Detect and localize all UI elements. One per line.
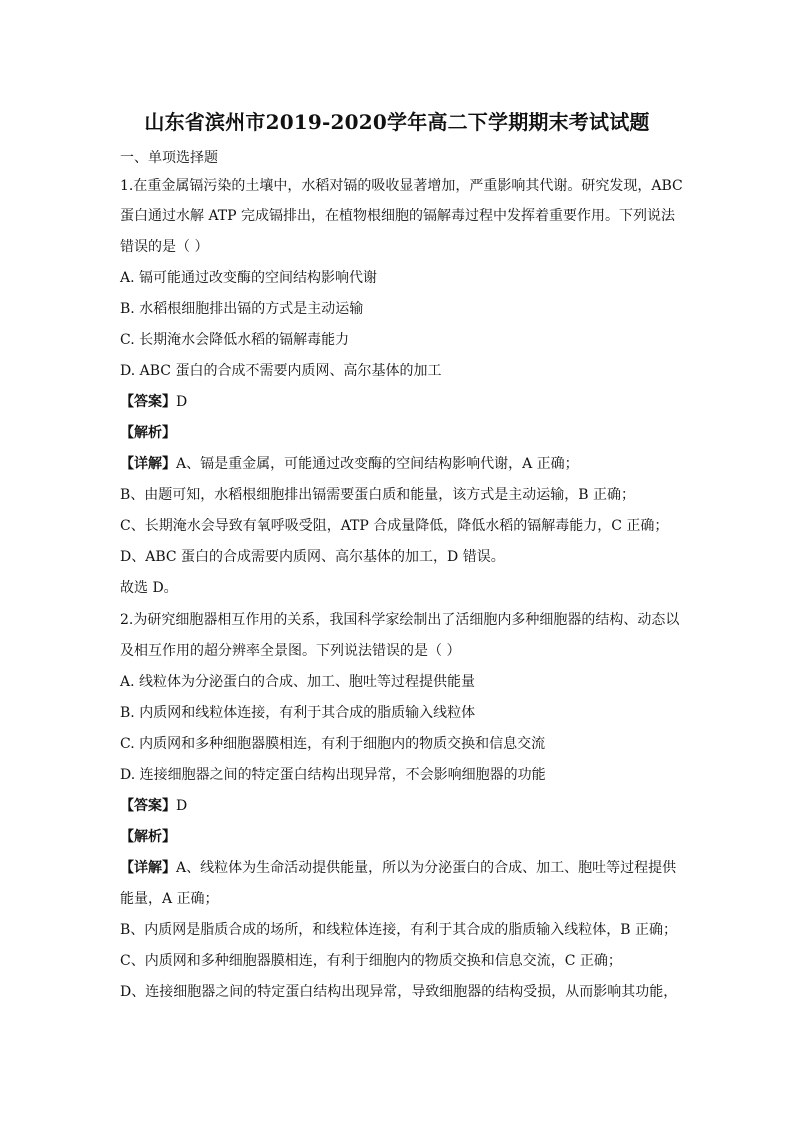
q1-conclusion: 故选 D。 (120, 580, 178, 596)
q1-option-c: C. 长期淹水会降低水稻的镉解毒能力 (120, 332, 350, 348)
q1-stem-line-3: 错误的是（ ） (120, 239, 209, 255)
q1-detail-line-4: D、ABC 蛋白的合成需要内质网、高尔基体的加工，D 错误。 (120, 549, 505, 565)
page-title: 山东省滨州市2019-2020学年高二下学期期末考试试题 (144, 110, 650, 134)
q1-detail-text-1: A、镉是重金属，可能通过改变酶的空间结构影响代谢，A 正确； (176, 456, 579, 472)
q2-detail-line-3: B、内质网是脂质合成的场所，和线粒体连接，有利于其合成的脂质输入线粒体，B 正确； (120, 922, 678, 938)
q2-option-b: B. 内质网和线粒体连接，有利于其合成的脂质输入线粒体 (120, 705, 476, 721)
q1-detail-label: 【详解】 (120, 456, 176, 472)
q2-detail-text-1: A、线粒体为生命活动提供能量，所以为分泌蛋白的合成、加工、胞吐等过程提供 (176, 860, 677, 876)
q2-option-d: D. 连接细胞器之间的特定蛋白结构出现异常，不会影响细胞器的功能 (120, 767, 546, 783)
q1-answer-value: D (176, 394, 188, 410)
q2-detail-line-4: C、内质网和多种细胞器膜相连，有利于细胞内的物质交换和信息交流，C 正确； (120, 953, 622, 969)
q2-option-a: A. 线粒体为分泌蛋白的合成、加工、胞吐等过程提供能量 (120, 674, 476, 690)
q2-answer (120, 796, 680, 816)
q1-detail-line-1 (120, 454, 680, 474)
q1-stem-line-2: 蛋白通过水解 ATP 完成镉排出，在植物根细胞的镉解毒过程中发挥着重要作用。下列说法 (120, 208, 676, 224)
q1-option-d: D. ABC 蛋白的合成不需要内质网、高尔基体的加工 (120, 363, 442, 379)
q2-stem-line-2: 及相互作用的超分辨率全景图。下列说法错误的是（ ） (120, 643, 461, 659)
q1-answer-label: 【答案】 (120, 394, 176, 410)
q2-detail-line-5: D、连接细胞器之间的特定蛋白结构出现异常，导致细胞器的结构受损，从而影响其功能， (120, 984, 678, 1000)
q1-answer (120, 392, 680, 412)
q1-analysis-label: 【解析】 (120, 425, 176, 441)
q2-answer-label: 【答案】 (120, 798, 176, 814)
q2-detail-line-2: 能量，A 正确； (120, 891, 219, 907)
q2-analysis-label: 【解析】 (120, 829, 176, 845)
q1-detail-line-3: C、长期淹水会导致有氧呼吸受阻，ATP 合成量降低，降低水稻的镉解毒能力，C 正确； (120, 518, 669, 534)
q1-stem-line-1: 1.在重金属镉污染的土壤中，水稻对镉的吸收显著增加，严重影响其代谢。研究发现，ABC (120, 178, 683, 194)
q2-answer-value: D (176, 798, 188, 814)
q1-option-a: A. 镉可能通过改变酶的空间结构影响代谢 (120, 270, 378, 286)
section-heading: 一、单项选择题 (120, 150, 218, 166)
q2-stem-line-1: 2.为研究细胞器相互作用的关系，我国科学家绘制出了活细胞内多种细胞器的结构、动态以 (120, 612, 680, 628)
q1-option-b: B. 水稻根细胞排出镉的方式是主动运输 (120, 301, 364, 317)
q1-detail-line-2: B、由题可知，水稻根细胞排出镉需要蛋白质和能量，该方式是主动运输，B 正确； (120, 487, 636, 503)
q2-detail-line-1 (120, 858, 680, 878)
q2-detail-label: 【详解】 (120, 860, 176, 876)
q2-option-c: C. 内质网和多种细胞器膜相连，有利于细胞内的物质交换和信息交流 (120, 736, 546, 752)
